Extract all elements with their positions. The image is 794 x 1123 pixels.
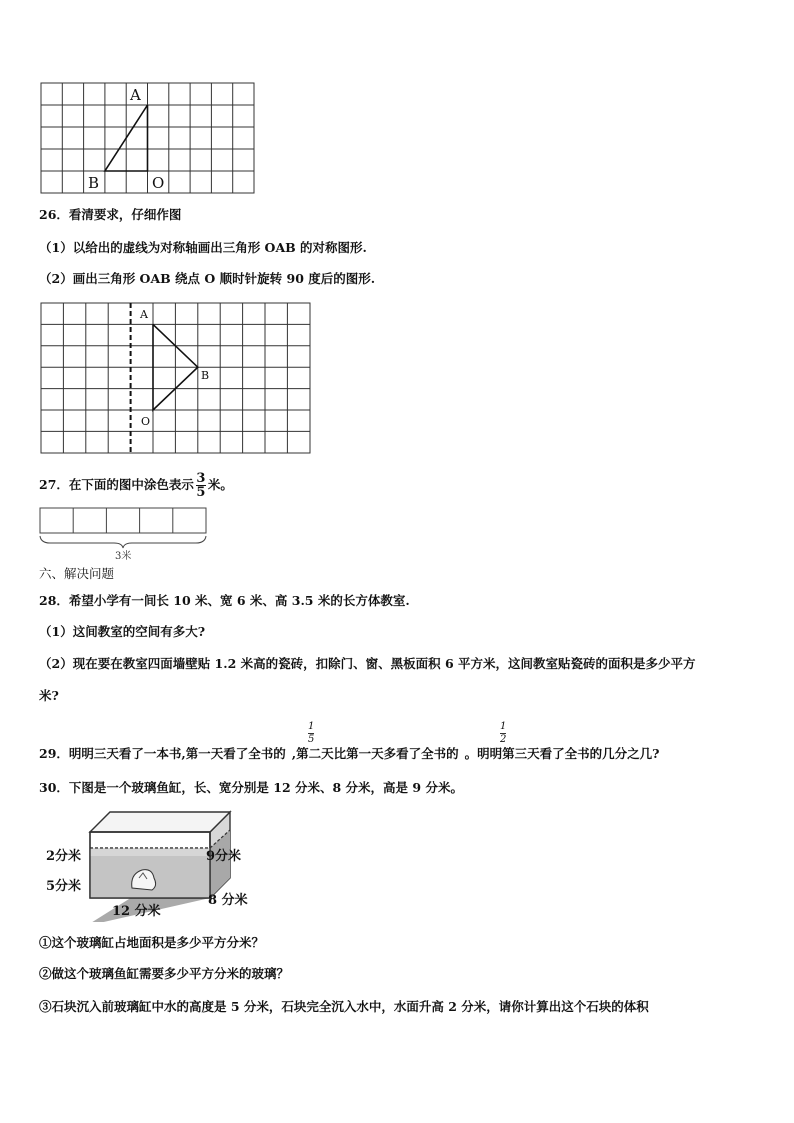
point-b-label: B bbox=[201, 369, 210, 382]
q28-title: 28．希望小学有一间长 10 米、宽 6 米、高 3.5 米的长方体教室. bbox=[39, 593, 410, 608]
q27-fraction bbox=[196, 472, 206, 499]
fraction-numerator: 3 bbox=[196, 471, 206, 486]
q26-title: 26．看清要求，仔细作图 bbox=[39, 207, 182, 222]
q30-part2: ②做这个玻璃鱼缸需要多少平方分米的玻璃？ bbox=[39, 966, 290, 981]
point-a-label: A bbox=[140, 308, 148, 321]
q29-seg1: 29．明明三天看了一本书,第一天看了全书的 bbox=[39, 746, 286, 761]
grid-figure-2 bbox=[38, 300, 314, 456]
q29-line bbox=[39, 746, 659, 762]
fraction-denominator: 5 bbox=[196, 485, 206, 500]
q30-part3: ③石块沉入前玻璃缸中水的高度是 5 分米，石块完全沉入水中，水面升高 2 分米，请你计算出这个石块的体积 bbox=[39, 999, 649, 1014]
q26-part2: （2）画出三角形 OAB 绕点 O 顺时针旋转 90 度后的图形. bbox=[39, 271, 376, 286]
q28-part2-line1: （2）现在要在教室四面墙壁贴 1.2 米高的瓷砖，扣除门、窗、黑板面积 6 平方米，这间教室贴瓷砖的面积是多少平方 bbox=[39, 656, 696, 671]
q30-part1: ①这个玻璃缸占地面积是多少平方分米？ bbox=[39, 935, 265, 950]
fraction-numerator: 1 bbox=[308, 721, 315, 732]
q28-part2-line2: 米? bbox=[39, 688, 59, 703]
label-2dm: 2分米 bbox=[46, 849, 82, 864]
q30-title: 30．下图是一个玻璃鱼缸，长、宽分别是 12 分米、8 分米，高是 9 分米。 bbox=[39, 780, 463, 795]
fraction-denominator: 2 bbox=[500, 734, 507, 745]
q29-fraction-1 bbox=[308, 722, 314, 745]
label-12dm: 12 分米 bbox=[112, 904, 161, 919]
label-5dm: 5分米 bbox=[46, 879, 82, 894]
q27-text-before: 27．在下面的图中涂色表示 bbox=[39, 477, 194, 492]
label-8dm: 8 分米 bbox=[208, 893, 248, 908]
q29-seg3: 。明明第三天看了全书的几分之几? bbox=[464, 746, 660, 761]
brace-label: 3米 bbox=[115, 551, 132, 562]
fraction-denominator: 5 bbox=[308, 734, 315, 745]
q27-line bbox=[39, 470, 233, 500]
q27-strip-figure bbox=[38, 506, 210, 566]
point-a-label: A bbox=[130, 86, 141, 104]
fish-tank-figure bbox=[40, 806, 260, 922]
q29-seg2: ,第二天比第一天多看了全书的 bbox=[291, 746, 459, 761]
q28-part1: （1）这间教室的空间有多大? bbox=[39, 624, 206, 639]
point-o-label: O bbox=[152, 174, 165, 192]
grid-figure-1 bbox=[38, 80, 258, 196]
q26-part1: （1）以给出的虚线为对称轴画出三角形 OAB 的对称图形. bbox=[39, 240, 367, 255]
point-o-label: O bbox=[141, 415, 151, 428]
section6-title: 六、解决问题 bbox=[39, 566, 115, 581]
brace bbox=[40, 536, 206, 548]
label-9dm: 9分米 bbox=[206, 849, 242, 864]
fraction-numerator: 1 bbox=[500, 721, 507, 732]
q29-fraction-2 bbox=[500, 722, 506, 745]
q27-text-after: 米。 bbox=[207, 477, 233, 492]
point-b-label: B bbox=[88, 174, 100, 192]
